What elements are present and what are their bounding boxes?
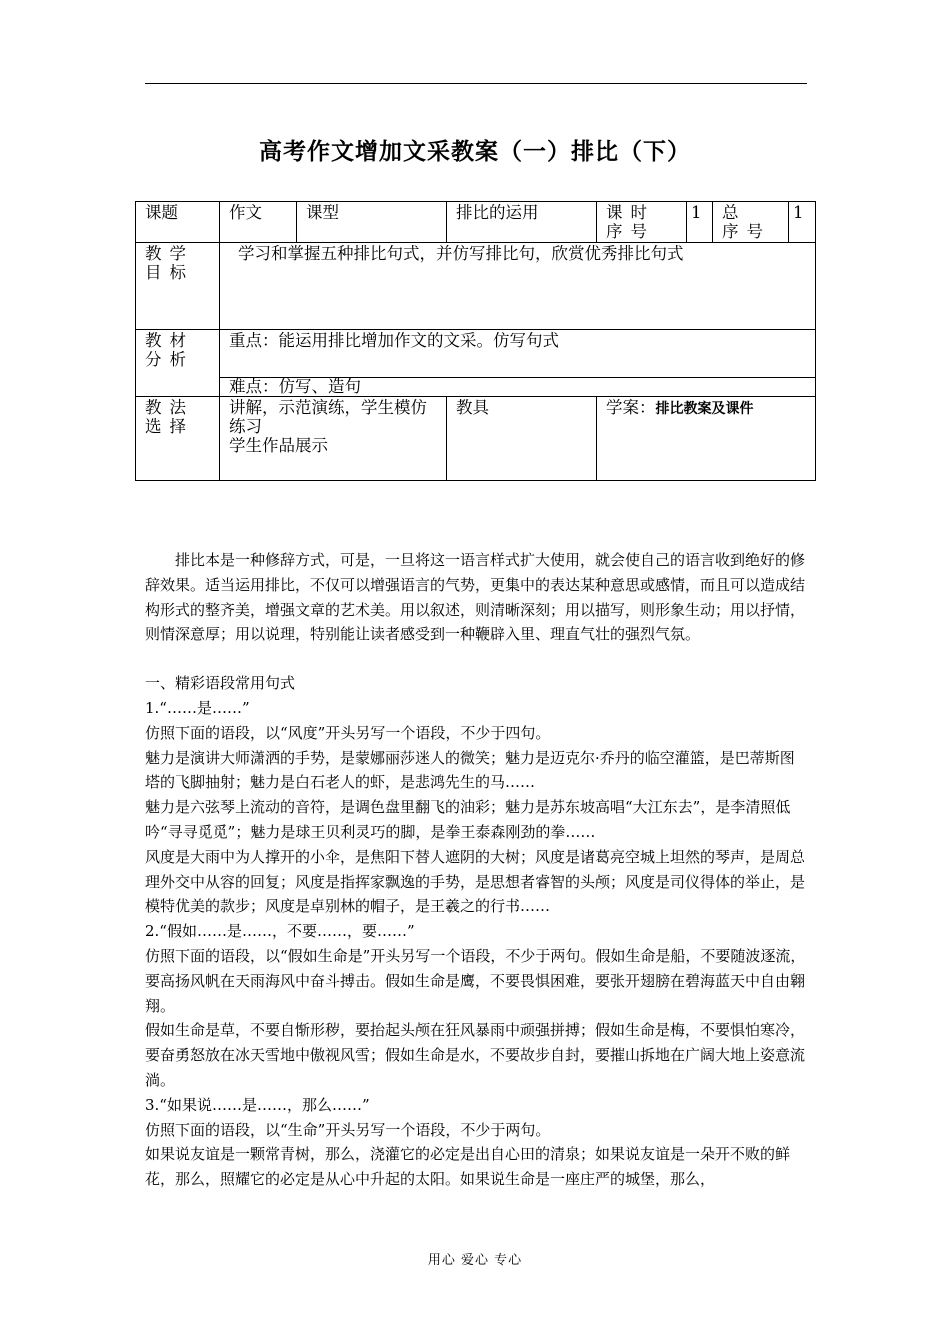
cell-method-value bbox=[220, 397, 447, 481]
cell-analysis-label: 教材分析 bbox=[136, 330, 220, 397]
cell-lesson-number-value: 1 bbox=[687, 202, 713, 243]
section-heading: 一、精彩语段常用句式 bbox=[145, 674, 296, 693]
document-title: 高考作文增加文采教案（一）排比（下） bbox=[259, 139, 691, 165]
pattern-1-example-1: 魅力是演讲大师潇洒的手势，是蒙娜丽莎迷人的微笑；魅力是迈克尔·乔丹的临空灌篮，是巴蒂斯图塔的飞脚抽射；魅力是白石老人的虾，是悲鸿先生的马…… bbox=[145, 748, 795, 792]
plan-label: 学案： bbox=[606, 398, 656, 417]
cell-goals-value: 学习和掌握五种排比句式，并仿写排比句，欣赏优秀排比句式 bbox=[220, 243, 816, 330]
pattern-3-example-1: 如果说友谊是一颗常青树，那么，浇灌它的必定是出自心田的清泉；如果说友谊是一朵开不败的鲜花，那么，照耀它的必定是从心中升起的太阳。如果说生命是一座庄严的城堡，那么， bbox=[145, 1145, 791, 1189]
cell-type-label: 课型 bbox=[297, 202, 447, 243]
header-rule bbox=[145, 83, 807, 84]
page-footer: 用心 爱心 专心 bbox=[427, 1253, 523, 1268]
cell-key-point: 重点：能运用排比增加作文的文采。仿写句式 bbox=[220, 330, 816, 378]
method-line-2: 学生作品展示 bbox=[229, 436, 328, 455]
lesson-info-table bbox=[135, 201, 816, 481]
article-body bbox=[145, 548, 807, 1192]
pattern-1-example-2: 魅力是六弦琴上流动的音符，是调色盘里翻飞的油彩；魅力是苏东坡高唱“大江东去”，是李清照低吟“寻寻觅觅”；魅力是球王贝利灵巧的脚，是拳王泰森刚劲的拳…… bbox=[145, 798, 791, 841]
pattern-2-task: 仿照下面的语段，以“假如生命是”开头另写一个语段，不少于两句。假如生命是船，不要随波逐流，要高扬风帆在天雨海风中奋斗搏击。假如生命是鹰，不要畏惧困难，要张开翅膀在碧海蓝天中自由翱翔。 bbox=[145, 946, 806, 1015]
table-row-difficulty bbox=[136, 378, 816, 397]
pattern-2-heading: 2.“假如……是……，不要……，要……” bbox=[145, 922, 415, 941]
cell-topic-label: 课题 bbox=[136, 202, 220, 243]
intro-paragraph: 排比本是一种修辞方式，可是，一旦将这一语言样式扩大使用，就会使自己的语言收到绝好的修辞效果。适当运用排比，不仅可以增强语言的气势，更集中的表达某种意思或感情，而且可以造成结构形式的整齐美，增强文章的艺术美。用以叙述，则清晰深刻；用以描写，则形象生动；用以抒情，则情深意厚；用以说理，特别能让读者感受到一种鞭辟入里、理直气壮的强烈气氛。 bbox=[145, 551, 806, 644]
cell-type-value: 排比的运用 bbox=[447, 202, 597, 243]
pattern-1-example-3: 风度是大雨中为人撑开的小伞，是焦阳下替人遮阴的大树；风度是诸葛亮空城上坦然的琴声，是周总理外交中从容的回复；风度是指挥家飘逸的手势，是思想者睿智的头颅；风度是司仪得体的举止，是模特优美的款步；风度是卓别林的帽子，是王羲之的行书…… bbox=[145, 847, 806, 916]
pattern-3-task: 仿照下面的语段，以“生命”开头另写一个语段，不少于两句。 bbox=[145, 1120, 551, 1139]
cell-method-label: 教法选择 bbox=[136, 397, 220, 481]
table-row-method bbox=[136, 397, 816, 481]
cell-lesson-number-label: 课时序号 bbox=[597, 202, 687, 243]
method-line-1: 讲解，示范演练，学生模仿练习 bbox=[229, 398, 427, 436]
table-row-topic bbox=[136, 202, 816, 243]
cell-difficulty: 难点：仿写、造句 bbox=[220, 378, 816, 397]
pattern-1-heading: 1.“……是……” bbox=[145, 698, 250, 717]
cell-total-number-value: 1 bbox=[789, 202, 816, 243]
cell-goals-label: 教学目标 bbox=[136, 243, 220, 330]
pattern-2-example-1: 假如生命是草，不要自惭形秽，要抬起头颅在狂风暴雨中顽强拼搏；假如生命是梅，不要惧怕寒冷，要奋勇怒放在冰天雪地中傲视风雪；假如生命是水，不要故步自封，要摧山拆地在广阔大地上姿意流淌。 bbox=[145, 1021, 806, 1089]
cell-plan bbox=[597, 397, 816, 481]
cell-total-number-label: 总 序号 bbox=[713, 202, 789, 243]
cell-topic-value: 作文 bbox=[220, 202, 297, 243]
paragraph-gap bbox=[145, 647, 807, 671]
cell-tools-label: 教具 bbox=[447, 397, 597, 481]
pattern-1-task: 仿照下面的语段，以“风度”开头另写一个语段，不少于四句。 bbox=[145, 723, 551, 742]
pattern-3-heading: 3.“如果说……是……，那么……” bbox=[145, 1095, 370, 1114]
table-row-goals bbox=[136, 243, 816, 330]
plan-value: 排比教案及课件 bbox=[655, 401, 754, 417]
table-row-analysis bbox=[136, 330, 816, 378]
